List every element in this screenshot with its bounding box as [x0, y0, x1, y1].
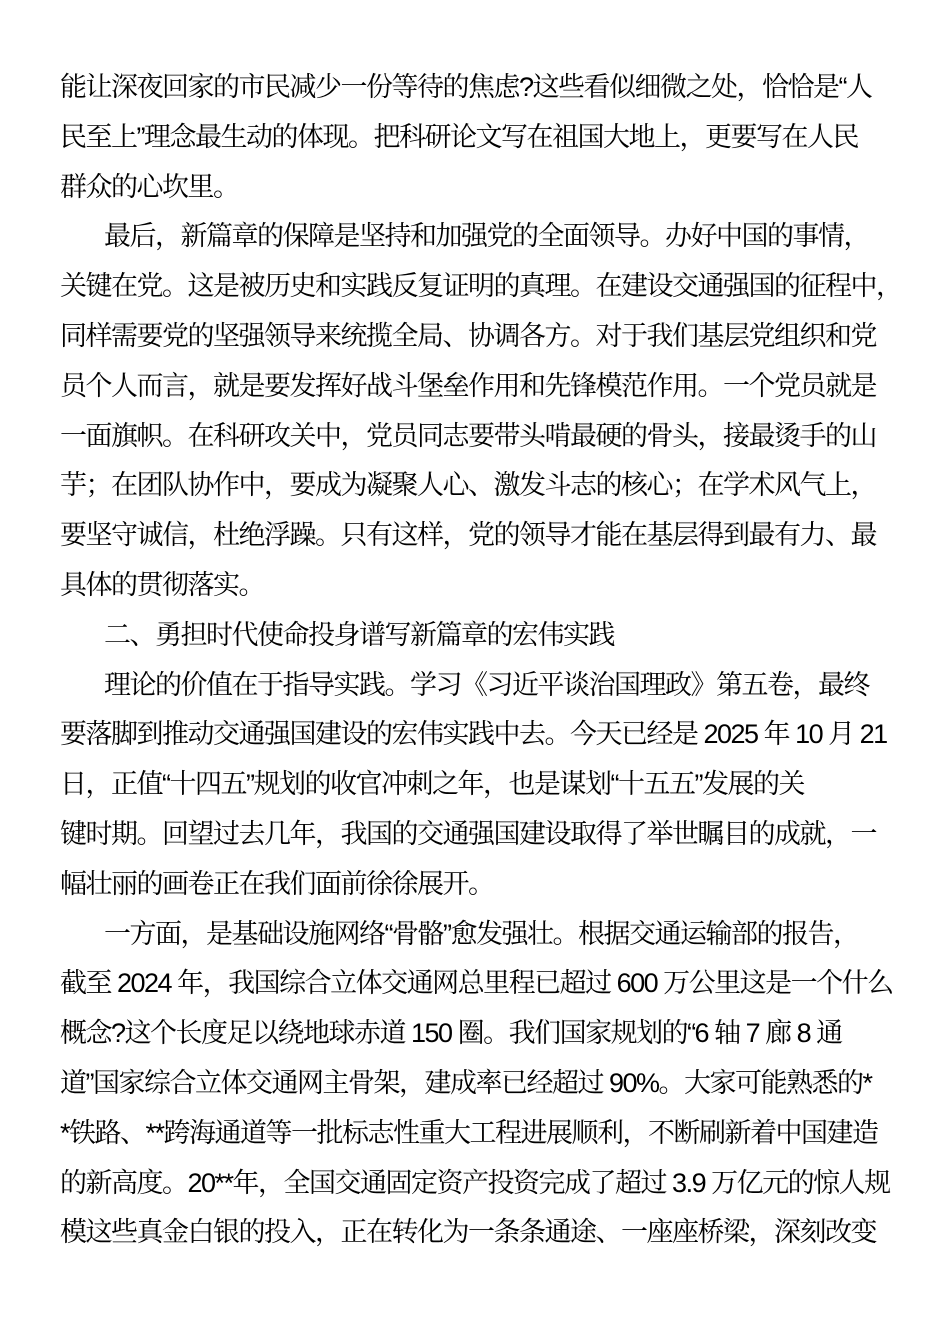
text-line: 日，正值“十四五”规划的收官冲刺之年，也是谋划“十五五”发展的关 — [60, 769, 804, 800]
document-body — [60, 63, 902, 1258]
text-line: 民至上”理念最生动的体现。把科研论文写在祖国大地上，更要写在人民 — [60, 121, 858, 152]
text-line: 概念?这个长度足以绕地球赤道 150 圈。我们国家规划的“6 轴 7 廊 8 通 — [60, 1018, 842, 1049]
text-line: 群众的心坎里。 — [60, 171, 239, 202]
paragraph — [60, 661, 892, 910]
text-line: 道”国家综合立体交通网主骨架，建成率已经超过 90%。大家可能熟悉的* — [60, 1067, 872, 1098]
section-heading: 二、勇担时代使命投身谱写新篇章的宏伟实践 — [104, 619, 614, 650]
paragraph — [60, 63, 892, 212]
text-line: 模这些真金白银的投入，正在转化为一条条通途、一座座桥梁，深刻改变 — [60, 1217, 876, 1248]
text-line: 一面旗帜。在科研攻关中，党员同志要带头啃最硬的骨头，接最烫手的山 — [60, 420, 876, 451]
text-line: 员个人而言，就是要发挥好战斗堡垒作用和先锋模范作用。一个党员就是 — [60, 370, 876, 401]
text-line: 芋；在团队协作中，要成为凝聚人心、激发斗志的核心；在学术风气上， — [60, 470, 876, 501]
text-line: 幅壮丽的画卷正在我们面前徐徐展开。 — [60, 868, 494, 899]
text-line: 关键在党。这是被历史和实践反复证明的真理。在建设交通强国的征程中， — [60, 271, 902, 302]
paragraph — [60, 212, 902, 610]
text-line: 最后，新篇章的保障是坚持和加强党的全面领导。办好中国的事情， — [104, 221, 869, 252]
text-line: 的新高度。20**年，全国交通固定资产投资完成了超过 3.9 万亿元的惊人规 — [60, 1167, 890, 1198]
text-line: 截至 2024 年，我国综合立体交通网总里程已超过 600 万公里这是一个什么 — [60, 968, 893, 999]
paragraph — [60, 611, 892, 661]
text-line: 理论的价值在于指导实践。学习《习近平谈治国理政》第五卷，最终 — [104, 669, 869, 700]
text-line: *铁路、**跨海通道等一批标志性重大工程进展顺利，不断刷新着中国建造 — [60, 1117, 878, 1148]
text-line: 要坚守诚信，杜绝浮躁。只有这样，党的领导才能在基层得到最有力、最 — [60, 520, 876, 551]
text-line: 键时期。回望过去几年，我国的交通强国建设取得了举世瞩目的成就，一 — [60, 818, 876, 849]
paragraph — [60, 910, 892, 1259]
text-line: 要落脚到推动交通强国建设的宏伟实践中去。今天已经是 2025 年 10 月 21 — [60, 719, 887, 750]
text-line: 一方面，是基础设施网络“骨骼”愈发强壮。根据交通运输部的报告， — [104, 918, 859, 949]
text-line: 具体的贯彻落实。 — [60, 569, 264, 600]
text-line: 能让深夜回家的市民减少一份等待的焦虑?这些看似细微之处，恰恰是“人 — [60, 72, 872, 102]
text-line: 同样需要党的坚强领导来统揽全局、协调各方。对于我们基层党组织和党 — [60, 320, 876, 351]
